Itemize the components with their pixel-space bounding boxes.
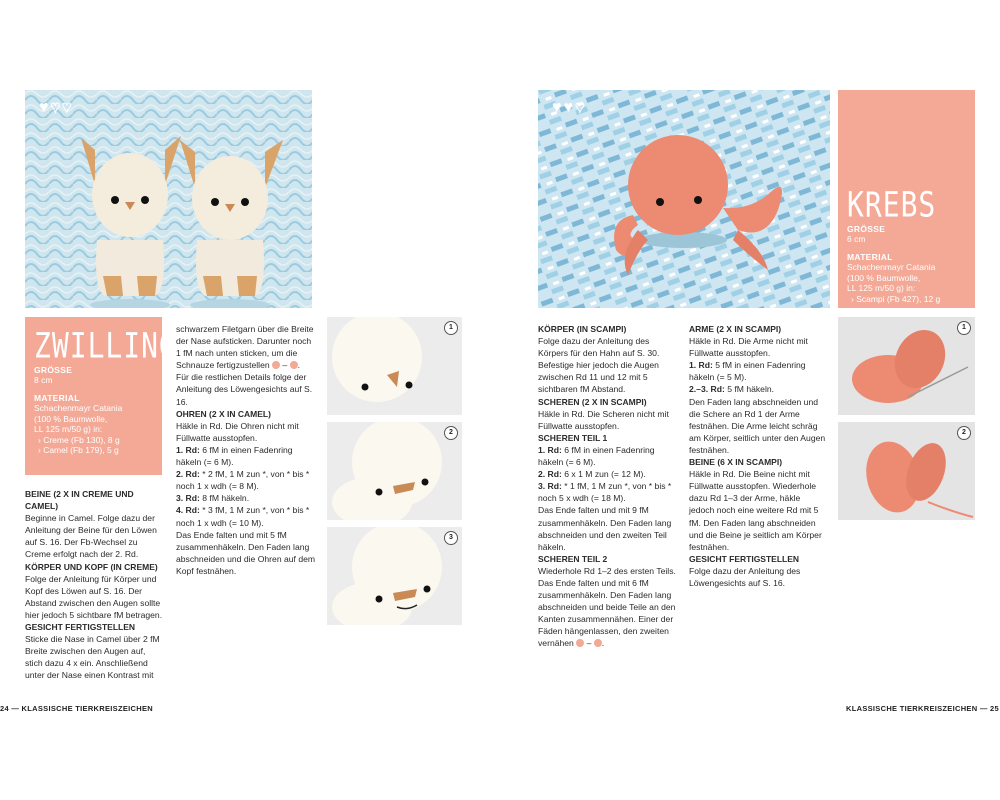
footer-right <box>846 704 999 713</box>
footer-left <box>0 704 153 713</box>
material-line: (100 % Baumwolle, <box>847 272 921 283</box>
round-text: * 1 fM, 1 M zun *, von * bis * noch 5 x wdh (= 18 M). <box>538 481 672 504</box>
section-heading: ARME (2 X IN SCAMPI) <box>689 324 782 334</box>
section-heading: GESICHT FERTIGSTELLEN <box>25 622 136 633</box>
heart-icon: ♥ <box>50 99 60 116</box>
section-heading: KÖRPER UND KOPF (IN CREME) <box>25 561 158 572</box>
heart-icon: ♥ <box>552 99 562 116</box>
right-column-1: KÖRPER (IN SCAMPI) Folge dazu der Anleitung des Körpers für den Hahn auf S. 30. Befestige hier jedoch die Augen zwischen Rd 11 und 12 mit 5 sichtbaren fM Abstand. SCHEREN (2 X IN SCAMPI) Häkle in Rd. Die Scheren nicht mit Füllwatte ausstopfen. SCHEREN TEIL 1 1. Rd: 6 fM in einen Fadenring häkeln (= 6 M). 2. Rd: 6 x 1 M zun (= 12 M). 3. Rd: * 1 fM, 1 M zun *, von * bis * noch 5 x wdh (= 18 M). Das Ende falten und mit 9 fM zusammenhäkeln. Den Faden lang abschneiden und den zweiten Teil häkeln. SCHEREN TEIL 2 Wiederhole Rd 1–2 des ersten Teils. Das Ende falten und mit 6 fM zusammenhäkeln. Den Faden lang abschneiden und beide Teile an den Kanten zusammennähen. Einer der Fäden hängenlassen, den zweiten vernähen – . <box>538 324 676 649</box>
section-text: Folge dazu der Anleitung des Körpers für den Hahn auf S. 30. Befestige hier jedoch die Augen zwischen Rd 11 und 12 mit 5 sichtbaren fM Abstand. <box>538 336 660 395</box>
step-marker-icon <box>576 639 584 647</box>
section-heading: OHREN (2 X IN CAMEL) <box>176 408 271 419</box>
section-text: Häkle in Rd. Die Beine nicht mit Füllwatte ausstopfen. Wiederhole dazu Rd 1–3 der Arme, häkle jedoch noch eine weitere Rd mit 5 fM. Den Faden lang abschneiden und die Beine je seitlich am Körper festnähen. <box>689 469 822 552</box>
round-label: 3. Rd: <box>176 493 200 504</box>
round-label: 2.–3. Rd: <box>689 384 725 395</box>
section-heading: BEINE (6 X IN SCAMPI) <box>689 457 783 468</box>
round-text: 8 fM häkeln. <box>202 493 250 504</box>
section-text: Wiederhole Rd 1–2 des ersten Teils. Das Ende falten und mit 6 fM zusammenhäkeln. Den Faden lang abschneiden und beide Teile an den Kanten zusammennähen. Einer der Fäden hängenlassen, den zweiten vernähen <box>538 565 676 649</box>
round-label: 3. Rd: <box>538 481 562 492</box>
round-text: 5 fM häkeln. <box>727 384 775 395</box>
step-badge: 1 <box>444 321 458 335</box>
step-photo-1 <box>327 317 462 415</box>
round-label: 2. Rd: <box>176 469 200 480</box>
size-value: 8 cm <box>34 375 53 385</box>
heart-icon: ♥ <box>563 99 573 116</box>
page-number: 25 <box>990 704 999 713</box>
material-line: (100 % Baumwolle, <box>34 413 108 424</box>
section-text: Häkle in Rd. Die Arme nicht mit Füllwatte ausstopfen. <box>689 336 808 359</box>
difficulty-hearts <box>39 100 72 116</box>
material-line: Schachenmayr Catania <box>34 403 123 413</box>
round-text: * 2 fM, 1 M zun *, von * bis * noch 1 x wdh (= 8 M). <box>176 469 310 492</box>
section-heading: SCHEREN TEIL 2 <box>538 553 608 564</box>
round-text: 6 fM in einen Fadenring häkeln (= 6 M). <box>538 444 655 468</box>
section-text: Häkle in Rd. Die Scheren nicht mit Füllwatte ausstopfen. <box>538 408 669 431</box>
range-dash: – <box>586 638 592 649</box>
material-line: Schachenmayr Catania <box>847 262 936 272</box>
difficulty-hearts <box>552 100 585 116</box>
section-text: Beginne in Camel. Folge dazu der Anleitung der Beine für den Löwen auf S. 16. Der Fb-Wechsel zu Creme erfolgt nach der 2. Rd. <box>25 513 157 560</box>
step-marker-icon <box>272 361 280 369</box>
round-label: 2. Rd: <box>538 469 562 480</box>
info-box-krebs <box>838 90 975 308</box>
chapter-title: KLASSISCHE TIERKREISZEICHEN <box>21 704 153 713</box>
material-list <box>847 262 940 304</box>
step-badge: 2 <box>957 426 971 440</box>
section-text: Häkle in Rd. Die Ohren nicht mit Füllwatte ausstopfen. <box>176 420 299 443</box>
right-column-2 <box>689 323 827 589</box>
section-text: Für die restlichen Details folge der Anleitung des Löwengesichts auf S. 16. <box>176 372 313 407</box>
section-text: Das Ende falten und mit 9 fM zusammenhäkeln. Den Faden lang abschneiden und den zweiten Teil häkeln. <box>538 505 672 552</box>
material-line: › Camel (Fb 179), 5 g <box>38 445 119 455</box>
step-marker-icon <box>290 361 298 369</box>
size-label: GRÖSSE <box>847 224 886 234</box>
left-column-1 <box>25 488 165 682</box>
round-label: 1. Rd: <box>689 360 713 371</box>
round-text: * 3 fM, 1 M zun *, von * bis * noch 1 x wdh (= 10 M). <box>176 505 310 528</box>
section-heading: GESICHT FERTIGSTELLEN <box>689 553 800 564</box>
section-heading: BEINE (2 X IN CREME UND CAMEL) <box>25 489 134 512</box>
section-text: Das Ende falten und mit 5 fM zusammenhäkeln. Den Faden lang abschneiden und die Ohren auf dem Kopf festnähen. <box>176 529 316 576</box>
section-text: Sticke die Nase in Camel über 2 fM Breite zwischen den Augen auf, stich dazu 4 x ein. Anschließend unter der Nase einen Kontrast mit <box>25 634 160 681</box>
pattern-title: KREBS <box>847 184 937 226</box>
crab-photo <box>538 90 830 308</box>
step-badge: 1 <box>957 321 971 335</box>
step-badge: 3 <box>444 531 458 545</box>
step-marker-icon <box>594 639 602 647</box>
round-label: 1. Rd: <box>538 444 562 455</box>
section-heading: SCHEREN (2 X IN SCAMPI) <box>538 396 647 407</box>
material-label: MATERIAL <box>847 252 893 262</box>
round-text: 6 fM in einen Fadenring häkeln (= 6 M). <box>176 444 293 468</box>
material-line: LL 125 m/50 g) in: <box>34 424 103 434</box>
material-line: › Creme (Fb 130), 8 g <box>38 434 120 445</box>
info-box-zwilling <box>25 317 177 475</box>
material-line: › Scampi (Fb 427), 12 g <box>851 293 941 304</box>
step-badge: 2 <box>444 426 458 440</box>
left-column-2: schwarzem Filetgarn über die Breite der Nase aufsticken. Darunter noch 1 fM nach unten sticken, um die Schnauze fertigzustellen – . Für die restlichen Details folge der Anleitung des Löwengesichts auf S. 16. OHREN (2 X IN CAMEL) Häkle in Rd. Die Ohren nicht mit Füllwatte ausstopfen. 1. Rd: 6 fM in einen Fadenring häkeln (= 6 M). 2. Rd: * 2 fM, 1 M zun *, von * bis * noch 1 x wdh (= 8 M). 3. Rd: 8 fM häkeln. 4. Rd: * 3 fM, 1 M zun *, von * bis * noch 1 x wdh (= 10 M). Das Ende falten und mit 5 fM zusammenhäkeln. Den Faden lang abschneiden und die Ohren auf dem Kopf festnähen. <box>176 324 316 576</box>
section-text: schwarzem Filetgarn über die Breite der Nase aufsticken. Darunter noch 1 fM nach unten sticken, um die Schnauze fertigzustellen <box>176 324 314 371</box>
material-list <box>34 403 122 456</box>
step-photo-1 <box>838 317 975 415</box>
size-value: 6 cm <box>847 234 866 244</box>
section-text: Folge dazu der Anleitung des Löwengesichts auf S. 16. <box>689 565 801 588</box>
step-photo-3 <box>327 527 462 625</box>
range-dash: – <box>282 360 288 371</box>
step-photo-2 <box>327 422 462 520</box>
footer-dash: — <box>11 704 20 713</box>
heart-icon: ♥ <box>39 99 49 116</box>
step-photo-2 <box>838 422 975 520</box>
chapter-title: KLASSISCHE TIERKREISZEICHEN <box>846 704 978 713</box>
material-label: MATERIAL <box>34 393 80 403</box>
size-label: GRÖSSE <box>34 365 73 375</box>
round-text: 5 fM in einen Fadenring häkeln (= 5 M). <box>689 360 806 383</box>
twins-photo <box>25 90 312 308</box>
material-line: LL 125 m/50 g) in: <box>847 283 916 293</box>
heart-icon: ♥ <box>575 99 585 116</box>
section-heading: SCHEREN TEIL 1 <box>538 432 608 443</box>
heart-icon: ♥ <box>62 99 72 116</box>
round-text: 6 x 1 M zun (= 12 M). <box>564 469 646 480</box>
footer-dash: — <box>979 704 988 713</box>
round-label: 4. Rd: <box>176 505 200 516</box>
round-label: 1. Rd: <box>176 444 200 455</box>
section-heading: KÖRPER (IN SCAMPI) <box>538 324 627 334</box>
section-text: Den Faden lang abschneiden und die Schere an Rd 1 der Arme festnähen. Die Arme leicht schräg am Körper, seitlich unter den Augen festnähen. <box>689 396 826 455</box>
section-text: Folge der Anleitung für Körper und Kopf des Löwen auf S. 16. Der Abstand zwischen den Augen sollte hier jedoch 5 sichtbare fM betragen. <box>25 573 163 620</box>
page-number: 24 <box>0 704 9 713</box>
pattern-title: ZWILLING <box>34 325 177 367</box>
